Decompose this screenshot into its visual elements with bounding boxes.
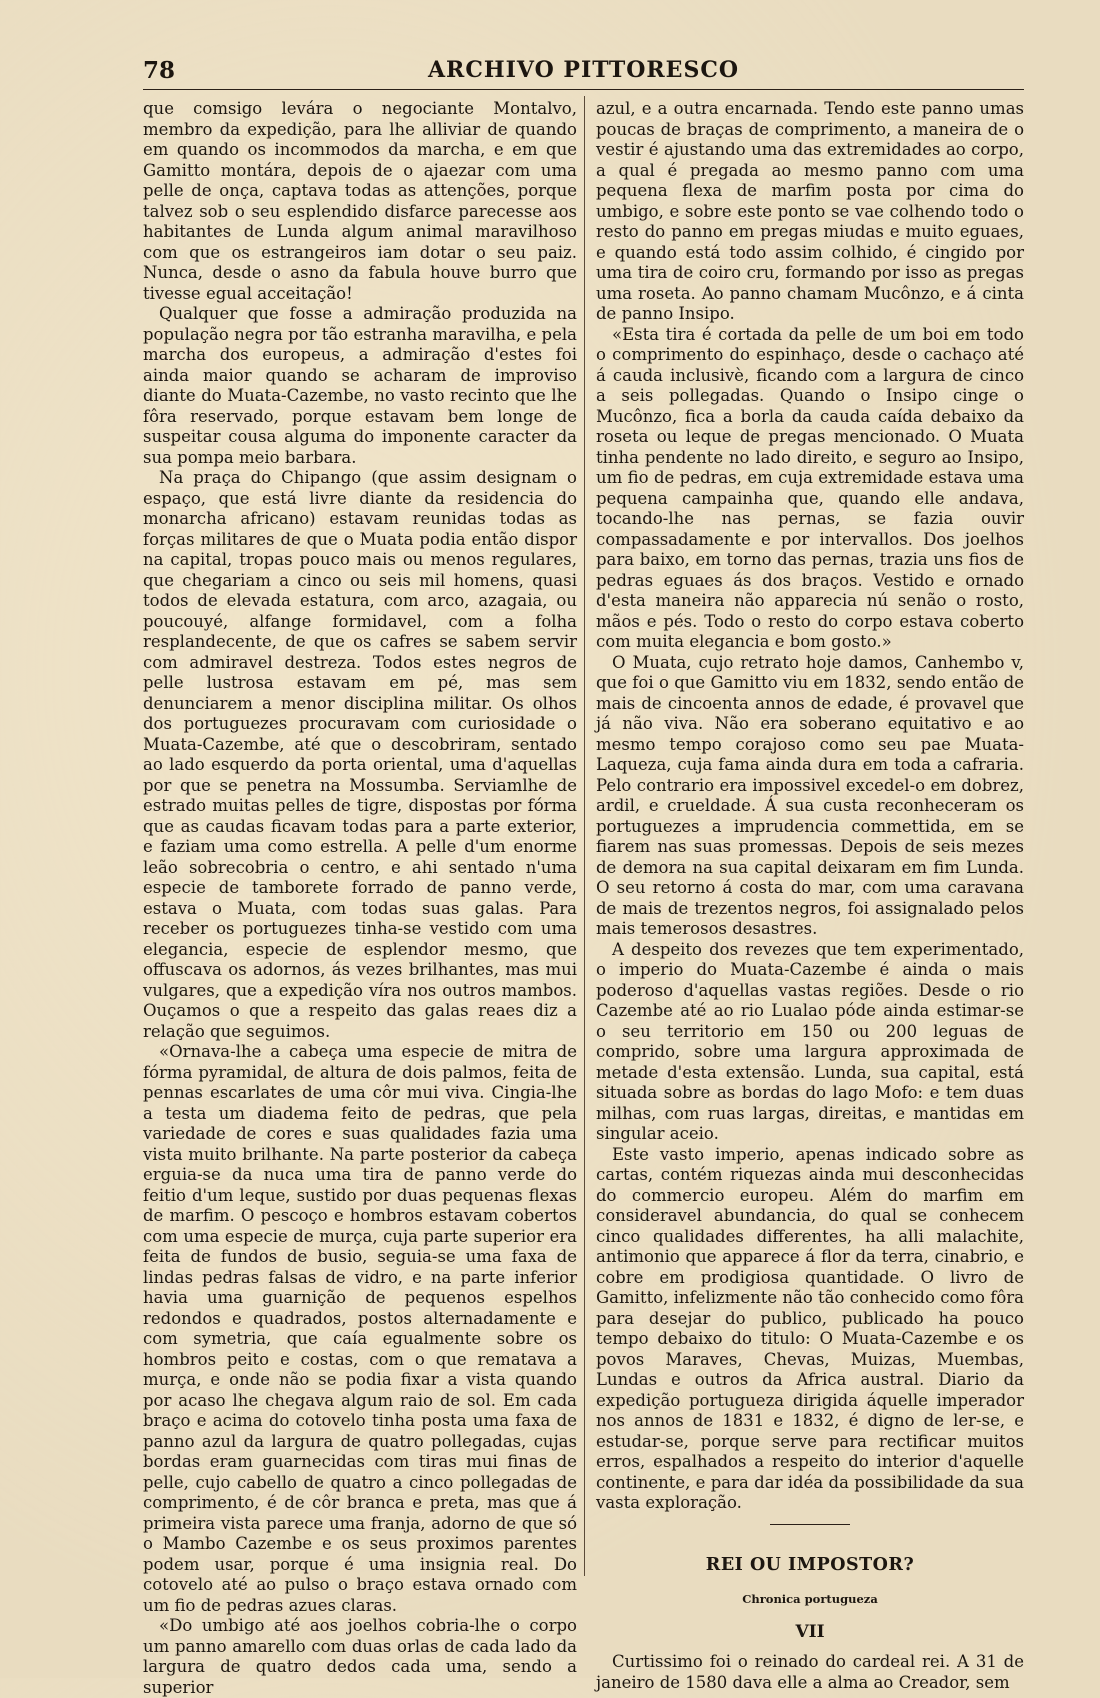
running-head: ARCHIVO PITTORESCO <box>427 57 739 83</box>
paragraph: que comsigo levára o negociante Montalvo, membro da expedição, para lhe alliviar de quando em quando os incommodos da marcha, e em que Gamitto montára, depois de o ajaezar com uma pelle de onça, captava todas as attenções, porque talvez sob o seu esplendido disfarce parecesse aos habitantes de Lunda algum animal maravilhoso com que os estrangeiros iam dotar o seu paiz. Nunca, desde o asno da fabula houve burro que tivesse egual acceitação! <box>143 99 577 303</box>
paragraph: A despeito dos revezes que tem experimentado, o imperio do Muata-Cazembe é ainda o mais poderoso d'aquellas vastas regiões. Desde o rio Cazembe até ao rio Lualao póde ainda estimar-se o seu territorio em 150 ou 200 leguas de comprido, sobre uma largura approximada de metade d'esta extensão. Lunda, sua capital, está situada sobre as bordas do lago Mofo: e tem duas milhas, com ruas largas, direitas, e mantidas em singular aceio. <box>596 939 1024 1143</box>
page-header <box>143 55 1024 89</box>
section-divider <box>770 1524 850 1525</box>
header-rule <box>143 89 1024 90</box>
paragraph: «Ornava-lhe a cabeça uma especie de mitra de fórma pyramidal, de altura de dois palmos, feita de pennas escarlates de uma côr mui viva. Cingia-lhe a testa um diadema feito de pedras, que pela variedade de cores e suas qualidades fazia uma vista muito brilhante. Na parte posterior da cabeça erguia-se da nuca uma tira de panno verde do feitio d'um leque, sustido por duas pequenas flexas de marfim. O pescoço e hombros estavam cobertos com uma especie de murça, cuja parte superior era feita de fundos de busio, seguia-se uma faxa de lindas pedras falsas de vidro, e na parte inferior havia uma guarnição de pequenos espelhos redondos e quadrados, postos alternadamente e com symetria, que caía egualmente sobre os hombros peito e costas, com o que rematava a murça, e onde não se podia fixar a vista quando por acaso lhe chegava algum raio de sol. Em cada braço e acima do cotovelo tinha posta uma faxa de panno azul da largura de quatro pollegadas, cujas bordas eram guarnecidas com tiras mui finas de pelle, cujo cabello de quatro a cinco pollegadas de comprimento, é de côr branca e preta, mas que á primeira vista parece uma franja, adorno de que só o Mambo Cazembe e os seus proximos parentes podem usar, porque é uma insignia real. Do cotovelo até ao pulso o braço estava ornado com um fio de pedras azues claras. <box>143 1042 577 1615</box>
chapter-number: VII <box>795 1621 825 1642</box>
paragraph: Qualquer que fosse a admiração produzida na população negra por tão estranha maravilha, e pela marcha dos europeus, a admiração d'estes foi ainda maior quando se acharam de improviso diante do Muata-Cazembe, no vasto recinto que lhe fôra reservado, porque estavam bem longe de suspeitar cousa alguma do imponente caracter da sua pompa meio barbara. <box>143 304 577 467</box>
left-column <box>143 99 577 1698</box>
page-number: 78 <box>143 57 176 84</box>
right-column <box>596 99 1024 1693</box>
paragraph: Curtissimo foi o reinado do cardeal rei. A 31 de janeiro de 1580 dava elle a alma ao Creador, sem <box>596 1652 1024 1692</box>
paragraph: azul, e a outra encarnada. Tendo este panno umas poucas de braças de comprimento, a maneira de o vestir é ajustando uma das extremidades ao corpo, a qual é pregada ao mesmo panno com uma pequena flexa de marfim posta por cima do umbigo, e sobre este ponto se vae colhendo todo o resto do panno em pregas miudas e muito eguaes, e quando está todo assim colhido, é cingido por uma tira de coiro cru, formando por isso as pregas uma roseta. Ao panno chamam Mucônzo, e á cinta de panno Insipo. <box>596 99 1024 323</box>
section-title: REI OU IMPOSTOR? <box>705 1554 915 1575</box>
paragraph: «Esta tira é cortada da pelle de um boi em todo o comprimento do espinhaço, desde o cachaço até á cauda inclusivè, ficando com a largura de cinco a seis pollegadas. Quando o Insipo cinge o Mucônzo, fica a borla da cauda caída debaixo da roseta ou leque de pregas mencionado. O Muata tinha pendente no lado direito, e seguro ao Insipo, um fio de pedras, em cuja extremidade estava uma pequena campainha que, quando elle andava, tocando-lhe nas pernas, se fazia ouvir compassadamente e por intervallos. Dos joelhos para baixo, em torno das pernas, trazia uns fios de pedras eguaes ás dos braços. Vestido e ornado d'esta maneira não apparecia nú senão o rosto, mãos e pés. Todo o resto do corpo estava coberto com muita elegancia e bom gosto.» <box>596 324 1024 651</box>
paragraph: O Muata, cujo retrato hoje damos, Canhembo v, que foi o que Gamitto viu em 1832, sendo então de mais de cincoenta annos de edade, é provavel que já não viva. Não era soberano equitativo e ao mesmo tempo corajoso como seu pae Muata-Laqueza, cuja fama ainda dura em toda a cafraria. Pelo contrario era impossivel excedel-o em dobrez, ardil, e crueldade. Á sua custa reconheceram os portuguezes a imprudencia commettida, em se fiarem nas suas promessas. Depois de seis mezes de demora na sua capital deixaram em fim Lunda. O seu retorno á costa do mar, com uma caravana de mais de trezentos negros, foi assignalado pelos mais temerosos desastres. <box>596 652 1024 938</box>
paragraph: «Do umbigo até aos joelhos cobria-lhe o corpo um panno amarello com duas orlas de cada lado da largura de quatro dedos cada uma, sendo a superior <box>143 1616 577 1697</box>
paragraph: Este vasto imperio, apenas indicado sobre as cartas, contém riquezas ainda mui desconhecidas do commercio europeu. Além do marfim em consideravel abundancia, do qual se conhecem cinco qualidades differentes, ha alli malachite, antimonio que apparece á flor da terra, cinabrio, e cobre em prodigiosa quantidade. O livro de Gamitto, infelizmente não tão conhecido como fôra para desejar do publico, publicado ha pouco tempo debaixo do titulo: O Muata-Cazembe e os povos Maraves, Chevas, Muizas, Muembas, Lundas e outros da Africa austral. Diario da expedição portugueza dirigida áquelle imperador nos annos de 1831 e 1832, é digno de ler-se, e estudar-se, porque serve para rectificar muitos erros, espalhados a respeito do interior d'aquelle continente, e para dar idéa da possibilidade da sua vasta exploração. <box>596 1144 1024 1512</box>
section-subtitle: Chronica portugueza <box>742 1592 878 1606</box>
column-divider <box>584 96 585 1576</box>
paragraph: Na praça do Chipango (que assim designam o espaço, que está livre diante da residencia do monarcha africano) estavam reunidas todas as forças militares de que o Muata podia então dispor na capital, tropas pouco mais ou menos regulares, que chegariam a cinco ou seis mil homens, quasi todos de elevada estatura, com arco, azagaia, ou poucouyé, alfange formidavel, com a folha resplandecente, de que os cafres se sabem servir com admiravel destreza. Todos estes negros de pelle lustrosa estavam em pé, mas sem denunciarem a menor disciplina militar. Os olhos dos portuguezes procuravam com curiosidade o Muata-Cazembe, até que o descobriram, sentado ao lado esquerdo da porta oriental, uma d'aquellas por que se penetra na Mossumba. Serviamlhe de estrado muitas pelles de tigre, dispostas por fórma que as caudas ficavam todas para a parte exterior, e faziam uma como estrella. A pelle d'um enorme leão sobrecobria o centro, e ahi sentado n'uma especie de tamborete forrado de panno verde, estava o Muata, com todas suas galas. Para receber os portuguezes tinha-se vestido com uma elegancia, especie de esplendor mesmo, que offuscava os adornos, ás vezes brilhantes, mas mui vulgares, que a expedição víra nos outros mambos. Ouçamos o que a respeito das galas reaes diz a relação que seguimos. <box>143 468 577 1041</box>
